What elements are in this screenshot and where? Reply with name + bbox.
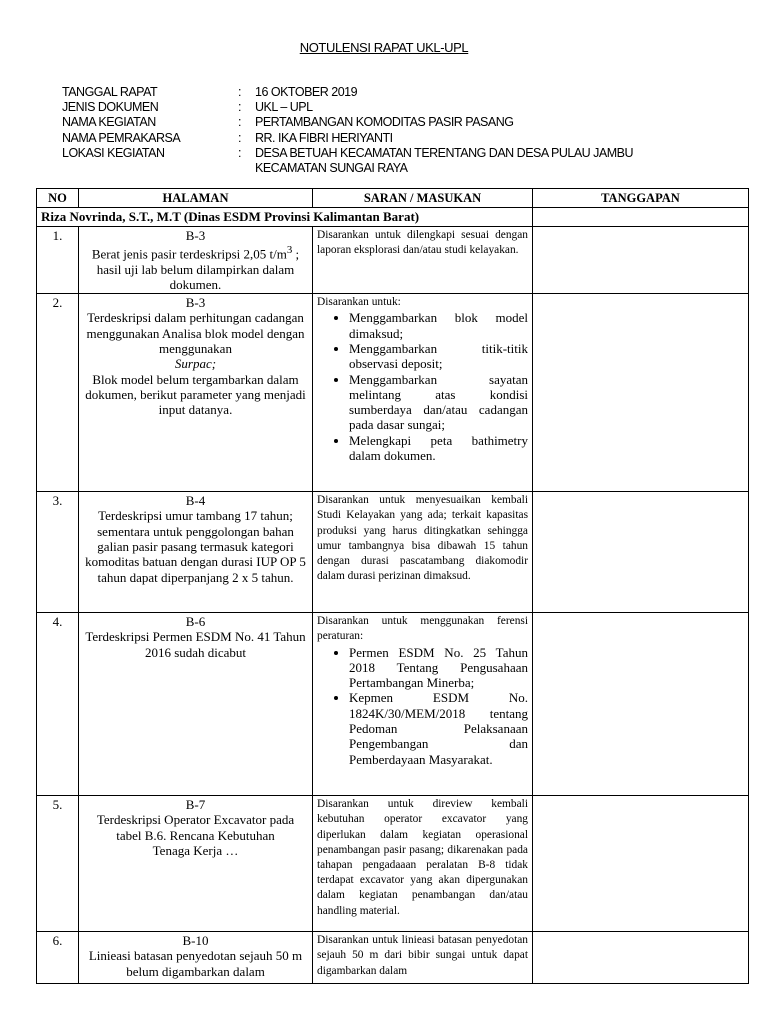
halaman-text-cont: Blok model belum tergambarkan dalam dokumen, berikut parameter yang menjadi input datanya. bbox=[85, 371, 306, 418]
halaman-text: Terdeskripsi umur tambang 17 tahun; sementara untuk penggolongan bahan galian pasir pasang termasuk kategori komoditas batuan dengan durasi IUP OP 5 tahun dapat diperpanjang 2 x 5 tahun. bbox=[85, 508, 306, 585]
meta-colon: : bbox=[238, 130, 241, 145]
table-row bbox=[37, 492, 749, 613]
list-item: • Menggambarkan sayatan melintang atas kondisi sumberdaya dan/atau cadangan pada dasar sungai; bbox=[349, 372, 528, 433]
saran-intro: Disarankan untuk menggunakan ferensi peraturan: bbox=[317, 615, 528, 643]
meta-label: NAMA PEMRAKARSA bbox=[62, 130, 181, 145]
halaman-cell bbox=[79, 932, 313, 984]
meta-label: JENIS DOKUMEN bbox=[62, 100, 159, 115]
meta-row-location bbox=[62, 146, 695, 176]
list-item: • Permen ESDM No. 25 Tahun 2018 Tentang Pengusahaan Pertambangan Minerba; bbox=[349, 645, 528, 691]
halaman-cell bbox=[79, 294, 313, 492]
table-header-row bbox=[37, 189, 749, 208]
list-item: • Kepmen ESDM No. 1824K/30/MEM/2018 tentang Pedoman Pelaksanaan Pengembangan dan Pemberdayaan Masyarakat. bbox=[349, 690, 528, 766]
saran-cell: Disarankan untuk direview kembali kebutuhan operator excavator yang diperlukan dalam kegiatan operasional penambangan pasir pasang; dikarenakan pada tahapan pengadaaan peralatan B-8 tidak terdapat excavator yang akan dipergunakan dalam kegiatan penambangan dan/atau handling material. bbox=[313, 796, 533, 932]
row-number: 2. bbox=[37, 294, 79, 492]
meta-value: 16 OKTOBER 2019 bbox=[255, 85, 358, 99]
table-row bbox=[37, 613, 749, 796]
meta-label: TANGGAL RAPAT bbox=[62, 85, 158, 99]
meta-colon: : bbox=[238, 85, 241, 99]
reviewer-row bbox=[37, 208, 749, 226]
row-number: 6. bbox=[37, 932, 79, 984]
saran-list bbox=[317, 645, 528, 767]
halaman-text: Linieasi batasan penyedotan sejauh 50 m belum digambarkan dalam bbox=[88, 948, 303, 979]
meta-colon: : bbox=[238, 145, 241, 160]
saran-cell bbox=[313, 613, 533, 796]
tanggapan-cell bbox=[533, 226, 749, 294]
tanggapan-cell bbox=[533, 613, 749, 796]
halaman-text-cont: ; hasil uji lab belum dilampirkan dalam dokumen. bbox=[96, 246, 300, 292]
meeting-metadata bbox=[62, 85, 695, 176]
halaman-text: Terdeskripsi dalam perhitungan cadangan menggunakan Analisa blok model dengan menggunakan bbox=[86, 310, 305, 356]
halaman-ref: B-7 bbox=[185, 797, 206, 813]
meta-row-date bbox=[62, 85, 695, 100]
table-row bbox=[37, 932, 749, 984]
table-row bbox=[37, 294, 749, 492]
header-tanggapan: TANGGAPAN bbox=[533, 189, 749, 208]
header-saran: SARAN / MASUKAN bbox=[313, 189, 533, 208]
meta-colon: : bbox=[238, 115, 241, 130]
saran-cell: Disarankan untuk dilengkapi sesuai dengan laporan eksplorasi dan/atau studi kelayakan. bbox=[313, 226, 533, 294]
meta-value: UKL – UPL bbox=[255, 100, 313, 115]
halaman-ref: B-3 bbox=[185, 227, 206, 243]
header-no: NO bbox=[37, 189, 79, 208]
list-item: • Melengkapi peta bathimetry dalam dokumen. bbox=[349, 433, 528, 464]
halaman-text: Terdeskripsi Permen ESDM No. 41 Tahun 2016 sudah dicabut bbox=[85, 629, 306, 660]
meta-colon: : bbox=[238, 100, 241, 115]
meta-value: PERTAMBANGAN KOMODITAS PASIR PASANG bbox=[255, 115, 514, 130]
row-number: 1. bbox=[37, 226, 79, 294]
meta-label: LOKASI KEGIATAN bbox=[62, 145, 165, 160]
meta-row-doc-type bbox=[62, 100, 695, 115]
meta-row-initiator bbox=[62, 131, 695, 146]
halaman-ref: B-4 bbox=[185, 493, 206, 509]
list-item: • Menggambarkan blok model dimaksud; bbox=[349, 310, 528, 341]
halaman-cell bbox=[79, 613, 313, 796]
halaman-ref: B-10 bbox=[182, 933, 209, 949]
document-title: NOTULENSI RAPAT UKL-UPL bbox=[299, 40, 469, 55]
halaman-cell bbox=[79, 796, 313, 932]
reviewer-name: Riza Novrinda, S.T., M.T (Dinas ESDM Provinsi Kalimantan Barat) bbox=[37, 208, 533, 226]
row-number: 5. bbox=[37, 796, 79, 932]
halaman-ref: B-3 bbox=[185, 295, 206, 311]
header-halaman: HALAMAN bbox=[79, 189, 313, 208]
row-number: 3. bbox=[37, 492, 79, 613]
halaman-italic-text: Surpac; bbox=[174, 356, 217, 372]
meta-value: DESA BETUAH KECAMATAN TERENTANG DAN DESA PULAU JAMBU KECAMATAN SUNGAI RAYA bbox=[255, 145, 634, 176]
halaman-superscript: 3 bbox=[286, 243, 293, 256]
halaman-italic-text: Tenaga Kerja … bbox=[152, 843, 239, 858]
saran-cell: Disarankan untuk linieasi batasan penyedotan sejauh 50 m dari bibir sungai untuk dapat digambarkan dalam bbox=[313, 932, 533, 984]
row-number: 4. bbox=[37, 613, 79, 796]
list-item: • Menggambarkan titik-titik observasi deposit; bbox=[349, 341, 528, 372]
halaman-cell bbox=[79, 492, 313, 613]
table-row bbox=[37, 796, 749, 932]
tanggapan-cell bbox=[533, 932, 749, 984]
table-row bbox=[37, 226, 749, 294]
halaman-text: Terdeskripsi Operator Excavator pada tabel B.6. Rencana Kebutuhan bbox=[96, 812, 295, 843]
saran-list bbox=[317, 310, 528, 463]
reviewer-tanggapan-cell bbox=[533, 208, 749, 226]
meta-value: RR. IKA FIBRI HERIYANTI bbox=[255, 130, 393, 145]
saran-cell bbox=[313, 294, 533, 492]
tanggapan-cell bbox=[533, 492, 749, 613]
tanggapan-cell bbox=[533, 796, 749, 932]
saran-cell: Disarankan untuk menyesuaikan kembali Studi Kelayakan yang ada; terkait kapasitas produksi yang harus ditingkatkan sehingga umur tambangnya bisa dibawah 15 tahun dengan durasi pascatambang diakomodir dalam durasi perizinan dimaksud. bbox=[313, 492, 533, 613]
tanggapan-cell bbox=[533, 294, 749, 492]
notes-table bbox=[36, 188, 749, 984]
meta-label: NAMA KEGIATAN bbox=[62, 115, 156, 130]
halaman-ref: B-6 bbox=[185, 614, 206, 630]
halaman-cell bbox=[79, 226, 313, 294]
saran-intro: Disarankan untuk: bbox=[317, 296, 401, 309]
halaman-text: Berat jenis pasir terdeskripsi 2,05 t/m bbox=[91, 246, 287, 262]
meta-row-activity bbox=[62, 115, 695, 130]
